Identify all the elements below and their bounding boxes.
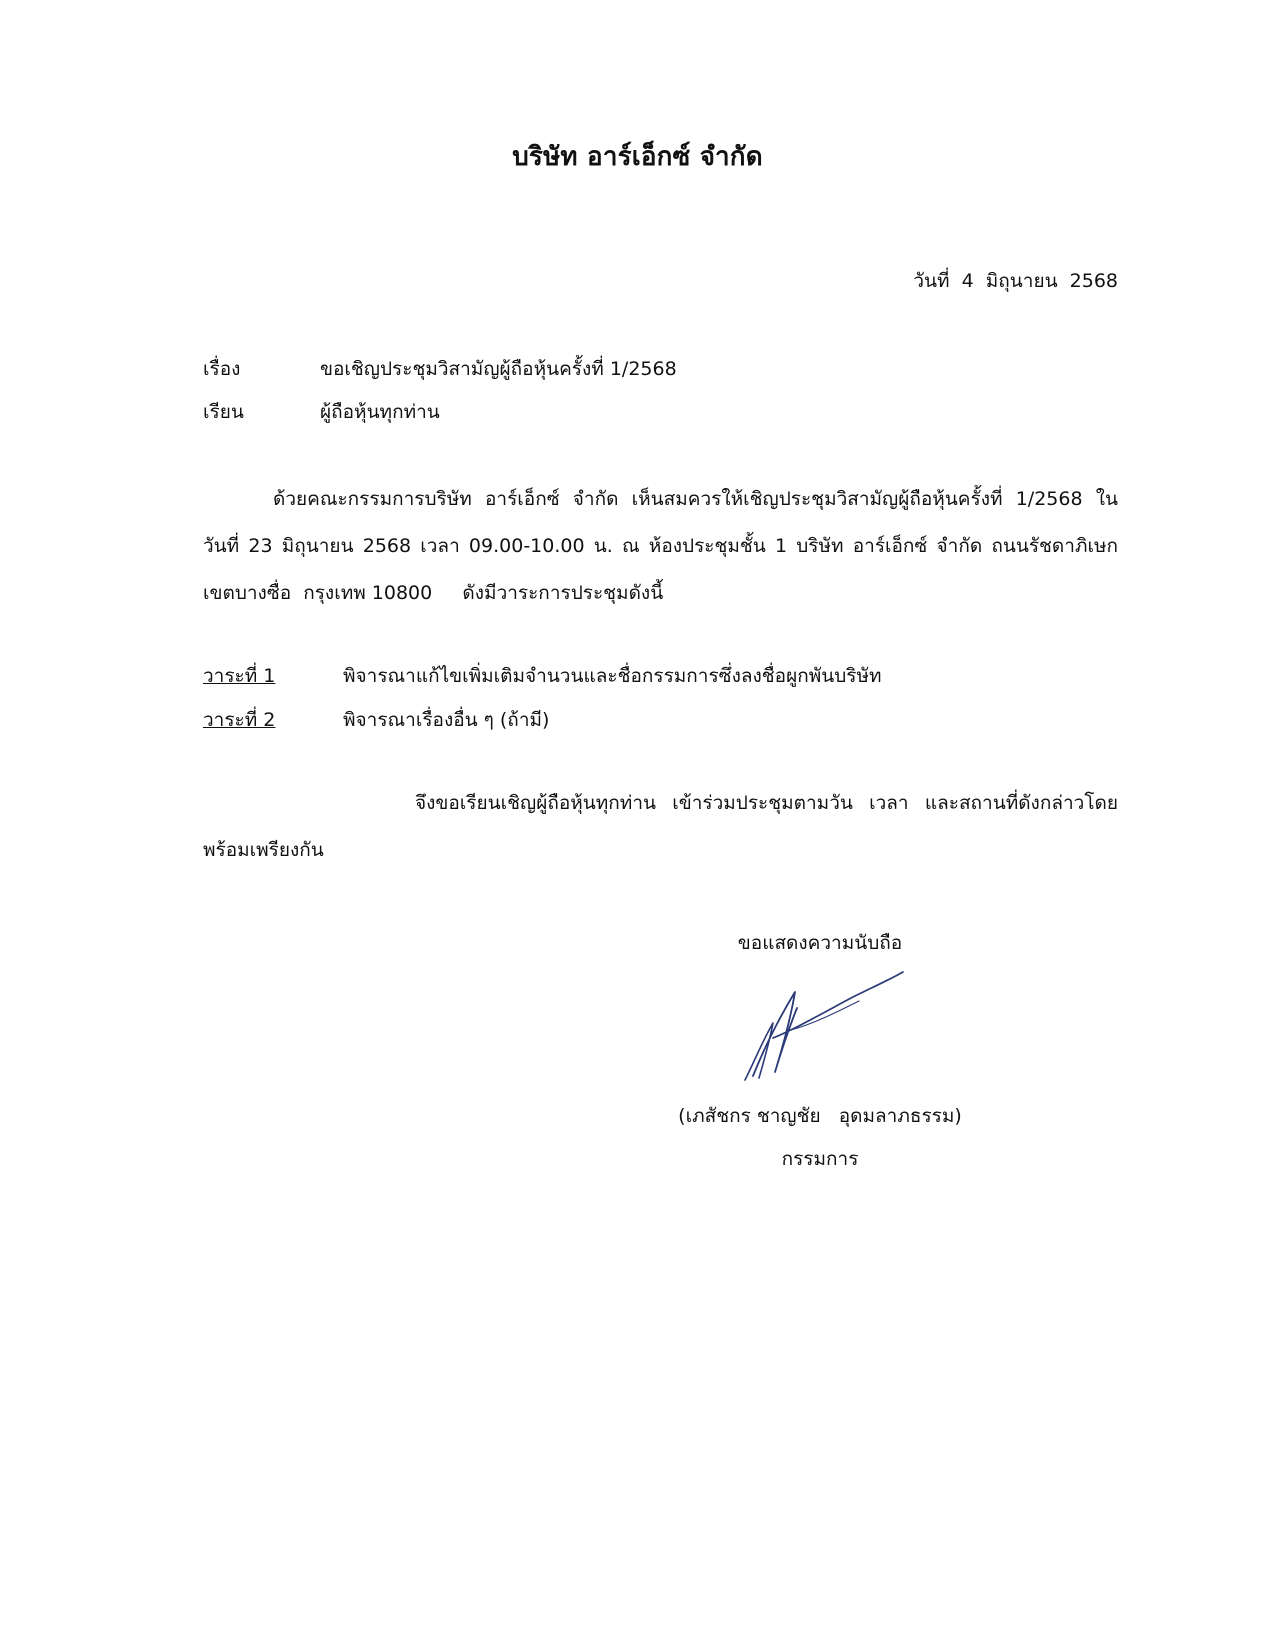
subject-text: ขอเชิญประชุมวิสามัญผู้ถือหุ้นครั้งที่ 1/2568 bbox=[320, 358, 677, 380]
signer-position: กรรมการ bbox=[781, 1148, 859, 1170]
paragraph-line: ด้วยคณะกรรมการบริษัท อาร์เอ็กซ์ จำกัด เห็นสมควรให้เชิญประชุมวิสามัญผู้ถือหุ้นครั้งที่ 1/2568 ใน bbox=[273, 488, 1118, 510]
invitation-paragraph bbox=[203, 476, 1118, 617]
signature-stroke bbox=[753, 992, 797, 1076]
signature-stroke bbox=[745, 1023, 773, 1080]
complimentary-close: ขอแสดงความนับถือ bbox=[737, 932, 903, 954]
letter-date: วันที่ 4 มิถุนายน 2568 bbox=[913, 270, 1118, 292]
addressee-row bbox=[203, 397, 440, 485]
paragraph-line: วันที่ 23 มิถุนายน 2568 เวลา 09.00-10.00 น. ณ ห้องประชุมชั้น 1 บริษัท อาร์เอ็กซ์ จำกัด ถนนรัชดาภิเษก bbox=[203, 535, 1118, 557]
paragraph-line: จึงขอเรียนเชิญผู้ถือหุ้นทุกท่าน เข้าร่วมประชุมตามวัน เวลา และสถานที่ดังกล่าวโดย bbox=[415, 792, 1118, 814]
paragraph-line: เขตบางซื่อ กรุงเทพ 10800 ดังมีวาระการประชุมดังนี้ bbox=[203, 582, 664, 604]
closing-paragraph bbox=[203, 780, 1118, 874]
addressee-text: ผู้ถือหุ้นทุกท่าน bbox=[320, 401, 440, 423]
signature-stroke bbox=[791, 1001, 859, 1030]
agenda-text: พิจารณาแก้ไขเพิ่มเติมจำนวนและชื่อกรรมการซึ่งลงชื่อผูกพันบริษัท bbox=[343, 665, 882, 687]
agenda-label: วาระที่ 1 bbox=[203, 665, 276, 687]
subject-label: เรื่อง bbox=[203, 358, 241, 380]
addressee-label: เรียน bbox=[203, 401, 244, 423]
paragraph-line: พร้อมเพรียงกัน bbox=[203, 839, 324, 861]
company-title: บริษัท อาร์เอ็กซ์ จำกัด bbox=[512, 142, 763, 172]
handwritten-signature bbox=[733, 968, 913, 1088]
agenda-text: พิจารณาเรื่องอื่น ๆ (ถ้ามี) bbox=[343, 709, 550, 731]
agenda-label: วาระที่ 2 bbox=[203, 709, 276, 731]
signer-name: (เภสัชกร ชาญชัย อุดมลาภธรรม) bbox=[678, 1105, 962, 1127]
